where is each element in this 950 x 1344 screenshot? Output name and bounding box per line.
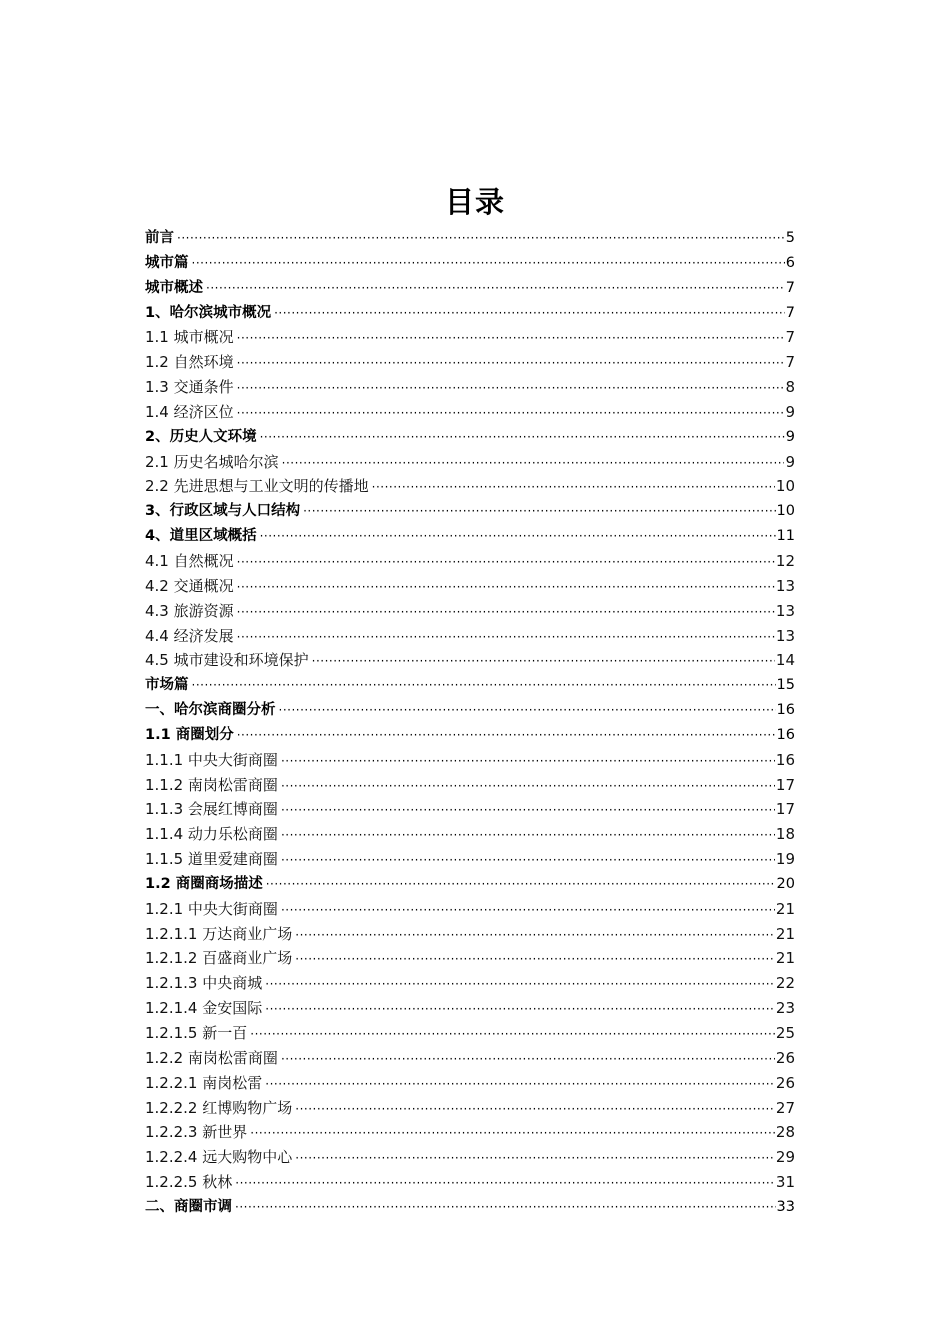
toc-entry[interactable]: [145, 325, 795, 350]
toc-entry-page-number: 11: [776, 528, 795, 545]
toc-entry[interactable]: [145, 648, 795, 673]
toc-entry-title: 2.2 先进思想与工业文明的传播地: [145, 477, 369, 496]
toc-entry[interactable]: [145, 251, 795, 276]
toc-entry-page-number: 21: [775, 924, 795, 943]
toc-entry[interactable]: [145, 822, 795, 847]
toc-entry[interactable]: [145, 847, 795, 872]
toc-entry-page-number: 22: [775, 974, 795, 993]
toc-entry-page-number: 16: [775, 750, 795, 769]
toc-entry-title: 1.2.1.4 金安国际: [145, 999, 263, 1018]
toc-entry[interactable]: [145, 698, 795, 723]
toc-entry-title: 市场篇: [145, 677, 189, 694]
toc-dot-leader: [265, 1072, 775, 1097]
toc-dot-leader: [237, 326, 785, 351]
toc-entry-title: 1.2.1 中央大街商圈: [145, 899, 278, 918]
toc-list: [145, 226, 795, 1220]
toc-entry[interactable]: [145, 450, 795, 475]
toc-entry-title: 1.1.2 南岗松雷商圈: [145, 775, 278, 794]
toc-entry-title: 1、哈尔滨城市概况: [145, 304, 272, 321]
toc-entry-title: 1.1.1 中央大街商圈: [145, 750, 278, 769]
toc-entry[interactable]: [145, 301, 795, 326]
toc-dot-leader: [265, 997, 775, 1022]
toc-dot-leader: [177, 226, 785, 251]
toc-dot-leader: [235, 1195, 776, 1220]
toc-entry-title: 1.1 城市概况: [145, 328, 234, 347]
toc-entry-title: 1.2.2.2 红博购物广场: [145, 1098, 293, 1117]
toc-entry[interactable]: [145, 425, 795, 450]
toc-entry[interactable]: [145, 474, 795, 499]
toc-dot-leader: [281, 823, 775, 848]
toc-entry-title: 4.2 交通概况: [145, 576, 234, 595]
toc-entry[interactable]: [145, 1170, 795, 1195]
toc-entry-page-number: 31: [775, 1173, 795, 1192]
toc-dot-leader: [250, 1121, 775, 1146]
toc-entry-title: 1.1 商圈划分: [145, 726, 234, 743]
toc-entry-page-number: 25: [775, 1024, 795, 1042]
toc-entry-title: 城市概述: [145, 279, 203, 296]
toc-entry-title: 1.2.1.2 百盛商业广场: [145, 949, 293, 968]
toc-entry-title: 1.3 交通条件: [145, 378, 234, 397]
toc-entry[interactable]: [145, 946, 795, 971]
toc-dot-leader: [279, 698, 776, 723]
toc-dot-leader: [303, 499, 775, 524]
toc-entry-title: 1.2.1.1 万达商业广场: [145, 924, 293, 943]
toc-entry-page-number: 27: [775, 1098, 795, 1117]
toc-entry-page-number: 23: [775, 999, 795, 1018]
toc-entry-title: 2.1 历史名城哈尔滨: [145, 452, 279, 471]
toc-entry-page-number: 13: [775, 626, 795, 645]
toc-entry-page-number: 9: [785, 428, 795, 445]
toc-dot-leader: [281, 898, 775, 923]
toc-entry-title: 3、行政区域与人口结构: [145, 503, 301, 520]
toc-entry-title: 一、哈尔滨商圈分析: [145, 702, 276, 719]
toc-entry-page-number: 16: [776, 702, 795, 719]
toc-entry-page-number: 9: [785, 402, 795, 421]
toc-entry-title: 1.1.3 会展红博商圈: [145, 800, 278, 819]
toc-entry[interactable]: [145, 748, 795, 773]
toc-dot-leader: [206, 276, 785, 301]
toc-dot-leader: [281, 848, 775, 873]
toc-entry-page-number: 10: [776, 503, 795, 520]
toc-entry[interactable]: [145, 524, 795, 549]
toc-entry[interactable]: [145, 574, 795, 599]
toc-entry[interactable]: [145, 673, 795, 698]
toc-dot-leader: [237, 401, 785, 426]
toc-entry[interactable]: [145, 1096, 795, 1121]
toc-entry[interactable]: [145, 350, 795, 375]
toc-entry-page-number: 33: [776, 1198, 795, 1215]
toc-entry[interactable]: [145, 375, 795, 400]
toc-dot-leader: [237, 550, 775, 575]
toc-entry-title: 1.2.1.5 新一百: [145, 1024, 248, 1042]
toc-dot-leader: [295, 923, 775, 948]
toc-entry-title: 1.2.2.1 南岗松雷: [145, 1073, 263, 1092]
toc-entry-title: 1.1.5 道里爱建商圈: [145, 850, 278, 869]
toc-dot-leader: [265, 972, 775, 997]
toc-entry[interactable]: [145, 723, 795, 748]
toc-dot-leader: [260, 425, 785, 450]
toc-entry[interactable]: [145, 1046, 795, 1071]
toc-entry-page-number: 14: [775, 651, 795, 670]
toc-entry-title: 4.3 旅游资源: [145, 601, 234, 620]
toc-dot-leader: [295, 1146, 775, 1171]
toc-entry-title: 4、道里区域概括: [145, 528, 257, 545]
toc-dot-leader: [372, 475, 775, 500]
toc-dot-leader: [237, 575, 775, 600]
toc-entry[interactable]: [145, 400, 795, 425]
toc-entry-page-number: 13: [775, 576, 795, 595]
toc-entry-page-number: 21: [775, 949, 795, 968]
toc-entry[interactable]: [145, 872, 795, 897]
toc-entry-page-number: 19: [775, 850, 795, 869]
toc-entry[interactable]: [145, 599, 795, 624]
toc-entry-title: 2、历史人文环境: [145, 428, 257, 445]
toc-dot-leader: [266, 872, 776, 897]
toc-entry-page-number: 9: [785, 452, 795, 471]
toc-entry-title: 1.2 自然环境: [145, 353, 234, 372]
toc-entry[interactable]: [145, 971, 795, 996]
toc-entry-page-number: 8: [785, 378, 795, 397]
toc-entry-title: 1.2.2.3 新世界: [145, 1123, 248, 1142]
toc-entry-page-number: 29: [775, 1148, 795, 1167]
toc-dot-leader: [295, 947, 775, 972]
toc-entry-title: 城市篇: [145, 254, 189, 271]
toc-dot-leader: [237, 376, 785, 401]
toc-dot-leader: [282, 451, 785, 476]
toc-entry-page-number: 12: [775, 551, 795, 570]
toc-dot-leader: [281, 774, 775, 799]
toc-entry[interactable]: [145, 226, 795, 251]
toc-dot-leader: [237, 600, 775, 625]
toc-entry-title: 1.2.2.4 远大购物中心: [145, 1148, 293, 1167]
toc-entry-title: 二、商圈市调: [145, 1198, 232, 1215]
toc-entry-page-number: 5: [785, 230, 795, 246]
toc-dot-leader: [235, 1171, 775, 1196]
toc-dot-leader: [274, 301, 785, 326]
toc-entry-title: 1.2.2.5 秋林: [145, 1173, 233, 1192]
toc-entry-page-number: 17: [775, 800, 795, 819]
toc-entry-title: 4.5 城市建设和环境保护: [145, 651, 309, 670]
toc-entry-page-number: 10: [775, 477, 795, 496]
toc-dot-leader: [281, 749, 775, 774]
toc-dot-leader: [312, 649, 775, 674]
toc-entry-page-number: 28: [775, 1123, 795, 1142]
toc-dot-leader: [281, 1047, 775, 1072]
toc-entry[interactable]: [145, 773, 795, 798]
toc-entry[interactable]: [145, 996, 795, 1021]
toc-entry-page-number: 13: [775, 601, 795, 620]
toc-entry[interactable]: [145, 499, 795, 524]
toc-entry[interactable]: [145, 1120, 795, 1145]
toc-entry[interactable]: [145, 797, 795, 822]
toc-dot-leader: [192, 251, 785, 276]
toc-entry-page-number: 26: [775, 1073, 795, 1092]
toc-entry-page-number: 16: [776, 726, 795, 743]
toc-entry[interactable]: [145, 549, 795, 574]
toc-entry-page-number: 20: [776, 875, 795, 892]
toc-entry-page-number: 6: [785, 254, 795, 271]
toc-entry-title: 4.1 自然概况: [145, 551, 234, 570]
toc-entry[interactable]: [145, 1195, 795, 1220]
toc-entry[interactable]: [145, 1145, 795, 1170]
toc-entry-page-number: 18: [775, 825, 795, 844]
toc-dot-leader: [295, 1097, 775, 1122]
toc-dot-leader: [237, 625, 775, 650]
toc-title: 目录: [444, 185, 505, 219]
toc-dot-leader: [237, 723, 776, 748]
toc-entry-title: 1.4 经济区位: [145, 402, 234, 421]
toc-entry-page-number: 7: [785, 328, 795, 347]
toc-entry-page-number: 17: [775, 775, 795, 794]
toc-entry-page-number: 7: [785, 279, 795, 296]
toc-entry-page-number: 7: [785, 304, 795, 321]
toc-entry[interactable]: [145, 897, 795, 922]
toc-entry-page-number: 15: [776, 677, 795, 694]
toc-dot-leader: [250, 1022, 775, 1047]
toc-entry-title: 4.4 经济发展: [145, 626, 234, 645]
toc-entry-title: 1.1.4 动力乐松商圈: [145, 825, 278, 844]
toc-entry-title: 1.2.2 南岗松雷商圈: [145, 1048, 278, 1067]
toc-entry-title: 前言: [145, 230, 174, 246]
toc-entry-page-number: 7: [785, 353, 795, 372]
toc-entry[interactable]: [145, 276, 795, 301]
toc-entry-title: 1.2.1.3 中央商城: [145, 974, 263, 993]
toc-entry[interactable]: [145, 1021, 795, 1046]
toc-entry-page-number: 26: [775, 1048, 795, 1067]
toc-entry[interactable]: [145, 922, 795, 947]
toc-entry-page-number: 21: [775, 899, 795, 918]
toc-entry[interactable]: [145, 1071, 795, 1096]
toc-dot-leader: [260, 524, 776, 549]
toc-entry[interactable]: [145, 624, 795, 649]
toc-entry-title: 1.2 商圈商场描述: [145, 875, 263, 892]
toc-dot-leader: [192, 673, 776, 698]
toc-dot-leader: [237, 351, 785, 376]
toc-dot-leader: [281, 798, 775, 823]
